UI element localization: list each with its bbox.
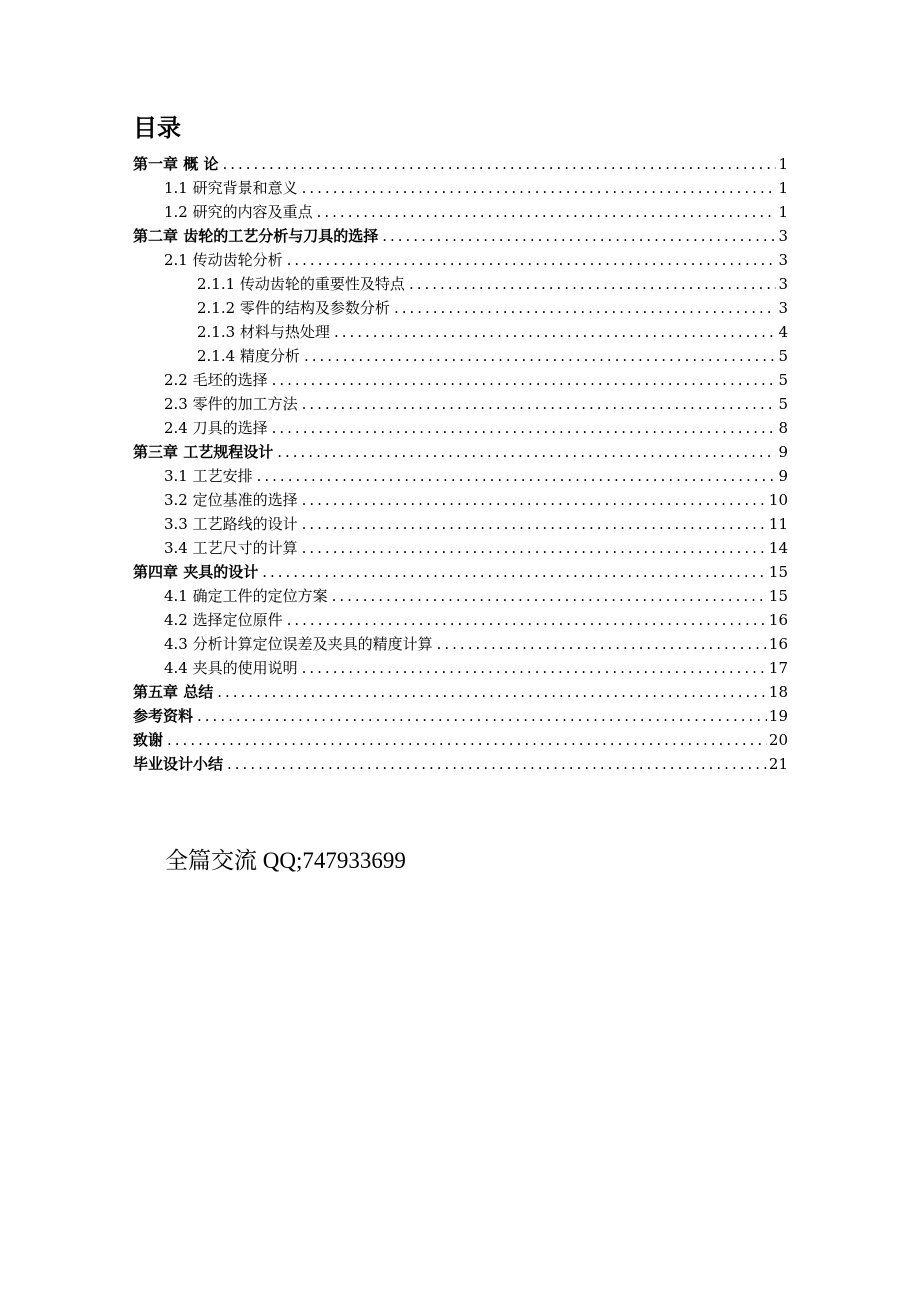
toc-entry-page: 15 [768,587,788,605]
dot-leader [394,296,777,320]
toc-entry[interactable] [133,320,788,344]
toc-entry[interactable] [133,200,788,224]
toc-entry-label: 4.3 分析计算定位误差及夹具的精度计算 [164,635,433,653]
toc-entry-label: 第五章 总结 [133,683,214,701]
toc-entry-label: 2.1.3 材料与热处理 [197,323,330,341]
toc-entry-page: 11 [768,515,788,533]
toc-entry[interactable] [133,152,788,176]
dot-leader [334,320,777,344]
dot-leader [302,512,767,536]
toc-entry-page: 3 [778,275,788,293]
toc-entry-label: 4.1 确定工件的定位方案 [164,587,328,605]
toc-entry-label: 1.2 研究的内容及重点 [164,203,313,221]
toc-entry[interactable] [133,680,788,704]
toc-entry-page: 9 [778,467,788,485]
toc-entry-label: 2.2 毛坯的选择 [164,371,268,389]
toc-entry-label: 参考资料 [133,707,194,725]
toc-entry-label: 第二章 齿轮的工艺分析与刀具的选择 [133,227,379,245]
dot-leader [272,416,777,440]
toc-entry[interactable] [133,392,788,416]
toc-entry-page: 1 [778,203,788,221]
toc-entry-label: 3.2 定位基准的选择 [164,491,298,509]
contact-note: 全篇交流 QQ;747933699 [165,848,406,873]
dot-leader [437,632,767,656]
toc-entry-page: 9 [778,443,788,461]
dot-leader [317,200,777,224]
toc-entry-label: 3.3 工艺路线的设计 [164,515,298,533]
toc-entry-page: 17 [768,659,788,677]
toc-entry-label: 毕业设计小结 [133,755,224,773]
toc-entry[interactable] [133,344,788,368]
toc-entry-label: 2.1.1 传动齿轮的重要性及特点 [197,275,405,293]
toc-entry-label: 1.1 研究背景和意义 [164,179,298,197]
toc-entry-page: 8 [778,419,788,437]
dot-leader [227,752,767,776]
toc-entry[interactable] [133,224,788,248]
toc-entry-page: 3 [778,299,788,317]
toc-entry-page: 18 [768,683,788,701]
toc-entry-page: 4 [778,323,788,341]
toc-entry-label: 3.1 工艺安排 [164,467,253,485]
dot-leader [167,728,767,752]
toc-entry[interactable] [133,176,788,200]
toc-entry-page: 19 [768,707,788,725]
toc-entry[interactable] [133,608,788,632]
toc-entry-page: 3 [778,251,788,269]
dot-leader [217,680,767,704]
toc-entry[interactable] [133,416,788,440]
toc-entry-label: 2.1.4 精度分析 [197,347,300,365]
toc-entry[interactable] [133,488,788,512]
toc-entry-page: 5 [778,371,788,389]
toc-entry-label: 2.1 传动齿轮分析 [164,251,283,269]
table-of-contents [133,152,788,776]
dot-leader [302,392,777,416]
toc-entry[interactable] [133,536,788,560]
toc-entry[interactable] [133,584,788,608]
toc-entry-page: 1 [778,155,788,173]
dot-leader [262,560,767,584]
dot-leader [287,248,777,272]
dot-leader [222,152,776,176]
dot-leader [277,440,776,464]
toc-entry-label: 2.3 零件的加工方法 [164,395,298,413]
toc-entry[interactable] [133,560,788,584]
toc-entry-page: 3 [778,227,788,245]
toc-title: 目录 [133,114,181,142]
toc-entry-page: 21 [768,755,788,773]
toc-entry-label: 2.4 刀具的选择 [164,419,268,437]
dot-leader [197,704,767,728]
dot-leader [302,176,777,200]
toc-entry-page: 14 [768,539,788,557]
toc-entry-page: 1 [778,179,788,197]
dot-leader [287,608,767,632]
toc-entry[interactable] [133,752,788,776]
toc-entry[interactable] [133,512,788,536]
toc-entry-page: 10 [768,491,788,509]
toc-entry[interactable] [133,656,788,680]
dot-leader [302,488,767,512]
toc-entry[interactable] [133,368,788,392]
toc-entry[interactable] [133,272,788,296]
toc-entry[interactable] [133,248,788,272]
dot-leader [302,536,767,560]
dot-leader [302,656,767,680]
toc-entry[interactable] [133,296,788,320]
toc-entry-page: 16 [768,635,788,653]
toc-entry[interactable] [133,728,788,752]
toc-entry[interactable] [133,704,788,728]
dot-leader [304,344,777,368]
toc-entry-label: 4.2 选择定位原件 [164,611,283,629]
toc-entry-label: 第四章 夹具的设计 [133,563,259,581]
toc-entry-label: 4.4 夹具的使用说明 [164,659,298,677]
toc-entry-label: 第一章 概 论 [133,155,219,173]
toc-entry-label: 2.1.2 零件的结构及参数分析 [197,299,390,317]
dot-leader [257,464,777,488]
toc-entry[interactable] [133,632,788,656]
toc-entry[interactable] [133,464,788,488]
toc-entry[interactable] [133,440,788,464]
toc-entry-label: 第三章 工艺规程设计 [133,443,274,461]
dot-leader [409,272,777,296]
toc-entry-label: 3.4 工艺尺寸的计算 [164,539,298,557]
toc-entry-page: 16 [768,611,788,629]
toc-entry-page: 5 [778,395,788,413]
toc-entry-page: 20 [768,731,788,749]
dot-leader [332,584,767,608]
dot-leader [382,224,776,248]
toc-entry-page: 15 [768,563,788,581]
toc-entry-label: 致谢 [133,731,164,749]
toc-entry-page: 5 [778,347,788,365]
dot-leader [272,368,777,392]
